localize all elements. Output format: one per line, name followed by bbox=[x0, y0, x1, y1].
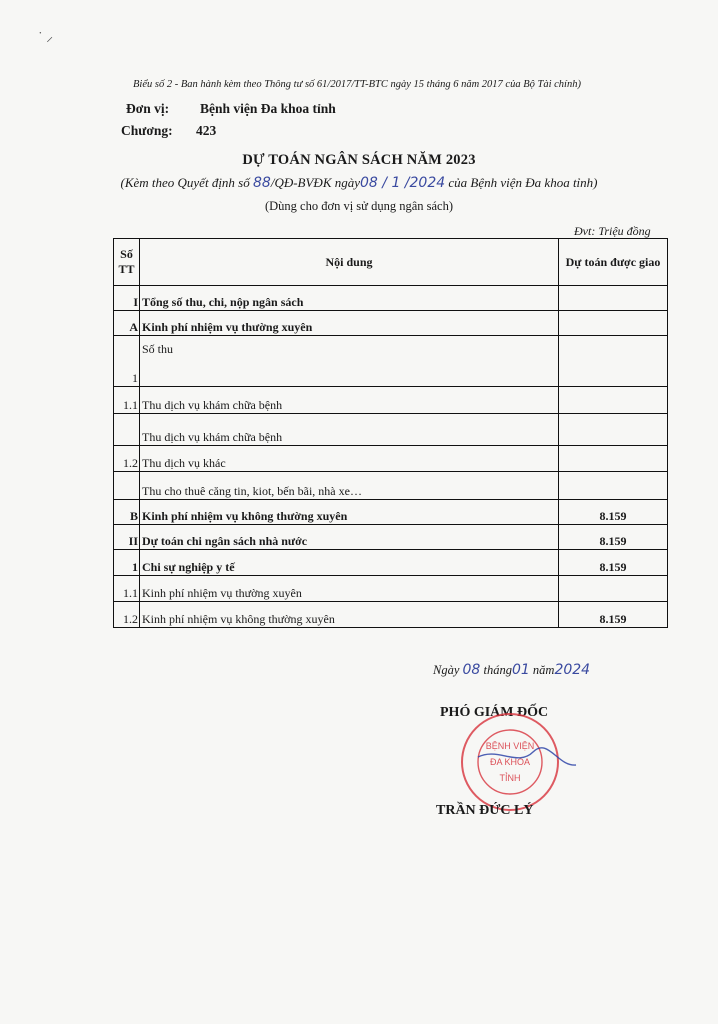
svg-text:TỈNH: TỈNH bbox=[499, 773, 521, 783]
table-row bbox=[114, 525, 668, 550]
document-title: DỰ TOÁN NGÂN SÁCH NĂM 2023 bbox=[242, 152, 476, 168]
table-row bbox=[114, 472, 668, 500]
row-value bbox=[559, 576, 668, 602]
row-value bbox=[559, 446, 668, 472]
signer-position: PHÓ GIÁM ĐỐC bbox=[440, 705, 549, 720]
row-value: 8.159 bbox=[559, 525, 668, 550]
year-handwritten: 2024 bbox=[554, 662, 591, 678]
row-content: Dự toán chi ngân sách nhà nước bbox=[140, 525, 559, 550]
decision-date-handwritten: 08 / 1 /2024 bbox=[360, 175, 446, 191]
row-no: 1.1 bbox=[114, 576, 140, 602]
row-no bbox=[114, 472, 140, 500]
decision-number-handwritten: 88 bbox=[253, 175, 271, 191]
row-no: 1 bbox=[114, 550, 140, 576]
table-row bbox=[114, 286, 668, 311]
row-content: Kinh phí nhiệm vụ không thường xuyên bbox=[140, 500, 559, 525]
row-value: 8.159 bbox=[559, 550, 668, 576]
row-value: 8.159 bbox=[559, 500, 668, 525]
row-no: A bbox=[114, 311, 140, 336]
row-no: B bbox=[114, 500, 140, 525]
row-value bbox=[559, 414, 668, 446]
row-no: I bbox=[114, 286, 140, 311]
table-row bbox=[114, 311, 668, 336]
header-no: Số TT bbox=[114, 239, 140, 286]
row-value: 8.159 bbox=[559, 602, 668, 628]
row-no bbox=[114, 414, 140, 446]
chapter-value: 423 bbox=[196, 123, 217, 138]
signer-name: TRẦN ĐỨC LÝ bbox=[436, 803, 534, 818]
table-row bbox=[114, 576, 668, 602]
table-row bbox=[114, 336, 668, 387]
subtitle-suffix: của Bệnh viện Đa khoa tỉnh) bbox=[448, 175, 598, 190]
row-content: Kinh phí nhiệm vụ thường xuyên bbox=[140, 311, 559, 336]
date-prefix: Ngày bbox=[433, 663, 460, 677]
table-row bbox=[114, 500, 668, 525]
usage-note: (Dùng cho đơn vị sử dụng ngân sách) bbox=[264, 199, 453, 213]
unit-label: Đơn vị: bbox=[126, 101, 170, 116]
table-row bbox=[114, 387, 668, 414]
month-handwritten: 01 bbox=[511, 662, 530, 678]
row-value bbox=[559, 387, 668, 414]
signature-date bbox=[433, 662, 590, 678]
day-handwritten: 08 bbox=[462, 662, 481, 678]
table-row bbox=[114, 602, 668, 628]
row-no: II bbox=[114, 525, 140, 550]
budget-table bbox=[113, 238, 668, 628]
header-content: Nội dung bbox=[140, 239, 559, 286]
row-content: Tổng số thu, chi, nộp ngân sách bbox=[140, 286, 559, 311]
row-value bbox=[559, 286, 668, 311]
document-subtitle bbox=[0, 175, 718, 191]
year-label: năm bbox=[532, 663, 555, 677]
row-value bbox=[559, 336, 668, 387]
row-no: 1.1 bbox=[114, 387, 140, 414]
row-value bbox=[559, 472, 668, 500]
row-content: Kinh phí nhiệm vụ không thường xuyên bbox=[140, 602, 559, 628]
row-no: 1.2 bbox=[114, 602, 140, 628]
row-content: Thu dịch vụ khám chữa bệnh bbox=[140, 387, 559, 414]
hospital-stamp bbox=[448, 707, 578, 817]
table-row bbox=[114, 414, 668, 446]
table-row bbox=[114, 446, 668, 472]
row-no: 1 bbox=[114, 336, 140, 387]
row-content: Số thu bbox=[140, 336, 559, 387]
row-content: Kinh phí nhiệm vụ thường xuyên bbox=[140, 576, 559, 602]
month-label: tháng bbox=[483, 663, 512, 677]
row-value bbox=[559, 311, 668, 336]
subtitle-mid: /QĐ-BVĐK ngày bbox=[270, 175, 361, 190]
chapter-label: Chương: bbox=[121, 123, 173, 138]
row-no: 1.2 bbox=[114, 446, 140, 472]
row-content: Chi sự nghiệp y tế bbox=[140, 550, 559, 576]
table-header-row bbox=[114, 239, 668, 286]
unit-value: Bệnh viện Đa khoa tỉnh bbox=[200, 101, 336, 116]
subtitle-prefix: (Kèm theo Quyết định số bbox=[120, 175, 250, 190]
svg-text:ĐA KHOA: ĐA KHOA bbox=[489, 757, 531, 767]
header-value: Dự toán được giao bbox=[559, 239, 668, 286]
table-row bbox=[114, 550, 668, 576]
row-content: Thu dịch vụ khám chữa bệnh bbox=[140, 414, 559, 446]
corner-mark: ˙ ⸝ bbox=[38, 30, 54, 45]
form-reference: Biểu số 2 - Ban hành kèm theo Thông tư số 61/2017/TT-BTC ngày 15 tháng 6 năm 2017 của Bộ Tài chính) bbox=[133, 79, 581, 90]
svg-text:BỆNH VIỆN: BỆNH VIỆN bbox=[485, 741, 535, 751]
unit-of-measure: Đvt: Triệu đồng bbox=[574, 224, 651, 238]
row-content: Thu cho thuê căng tin, kiot, bến bãi, nhà xe… bbox=[140, 472, 559, 500]
row-content: Thu dịch vụ khác bbox=[140, 446, 559, 472]
